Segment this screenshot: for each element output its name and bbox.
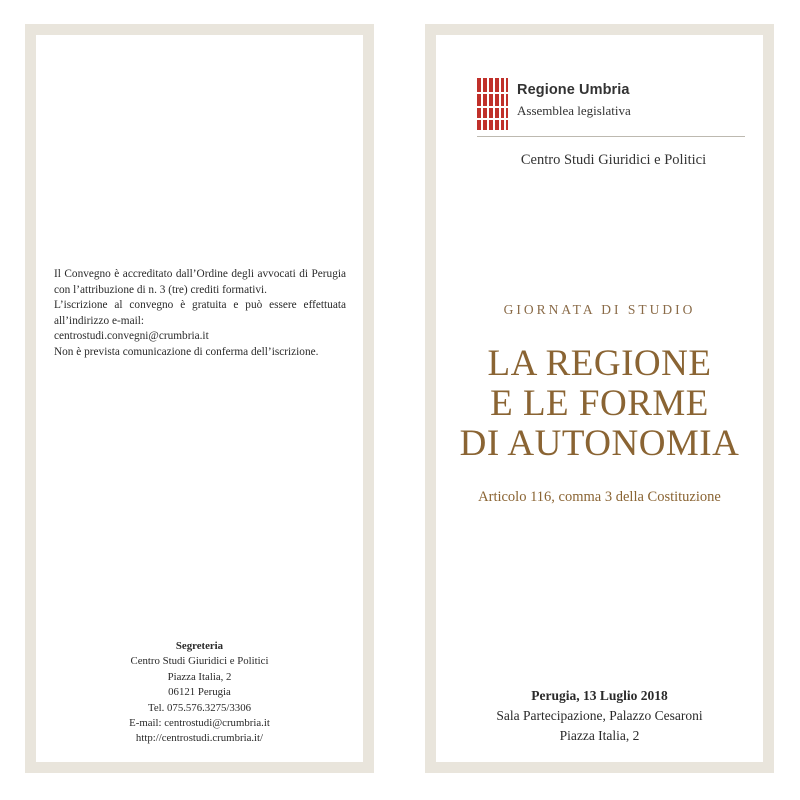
regione-umbria-logo-icon bbox=[477, 78, 508, 130]
secretariat-phone: Tel. 075.576.3275/3306 bbox=[147, 701, 251, 714]
event-venue: Sala Partecipazione, Palazzo Cesaroni bbox=[496, 708, 703, 723]
logo-text bbox=[517, 82, 631, 119]
left-panel bbox=[25, 24, 374, 773]
secretariat-street: Piazza Italia, 2 bbox=[167, 670, 232, 683]
divider bbox=[477, 136, 745, 137]
event-date: Perugia, 13 Luglio 2018 bbox=[531, 688, 668, 703]
logo bbox=[477, 78, 631, 130]
accreditation-info bbox=[54, 267, 346, 361]
left-panel-inner bbox=[36, 35, 363, 762]
logo-subtitle: Assemblea legislativa bbox=[517, 103, 631, 118]
right-panel bbox=[425, 24, 774, 773]
accreditation-text: Il Convegno è accreditato dall’Ordine degli avvocati di Perugia con l’attribuzione di n. 3 (tre) crediti formativi. bbox=[54, 268, 346, 296]
secretariat-block bbox=[36, 639, 363, 747]
event-subtitle: Articolo 116, comma 3 della Costituzione bbox=[478, 489, 721, 505]
event-title-line-2: E LE FORME bbox=[490, 383, 709, 424]
confirmation-note: Non è prevista comunicazione di conferma dell’iscrizione. bbox=[54, 345, 319, 358]
registration-email: centrostudi.convegni@crumbria.it bbox=[54, 330, 209, 343]
secretariat-city: 06121 Perugia bbox=[168, 686, 231, 699]
registration-text: L’iscrizione al convegno è gratuita e può essere effettuata all’indirizzo e-mail: bbox=[54, 299, 346, 327]
event-title-line-1: LA REGIONE bbox=[487, 343, 712, 384]
secretariat-org: Centro Studi Giuridici e Politici bbox=[130, 655, 269, 668]
event-title bbox=[436, 344, 763, 464]
event-type: GIORNATA DI STUDIO bbox=[503, 302, 696, 317]
event-title-line-3: DI AUTONOMIA bbox=[459, 423, 740, 464]
secretariat-website: http://centrostudi.crumbria.it/ bbox=[135, 732, 264, 745]
event-details bbox=[436, 686, 763, 746]
right-panel-inner bbox=[436, 35, 763, 762]
secretariat-title: Segreteria bbox=[175, 640, 224, 652]
logo-name: Regione Umbria bbox=[517, 82, 630, 98]
secretariat-email: E-mail: centrostudi@crumbria.it bbox=[129, 717, 270, 730]
event-address: Piazza Italia, 2 bbox=[559, 728, 640, 743]
organizer-name: Centro Studi Giuridici e Politici bbox=[520, 152, 707, 168]
